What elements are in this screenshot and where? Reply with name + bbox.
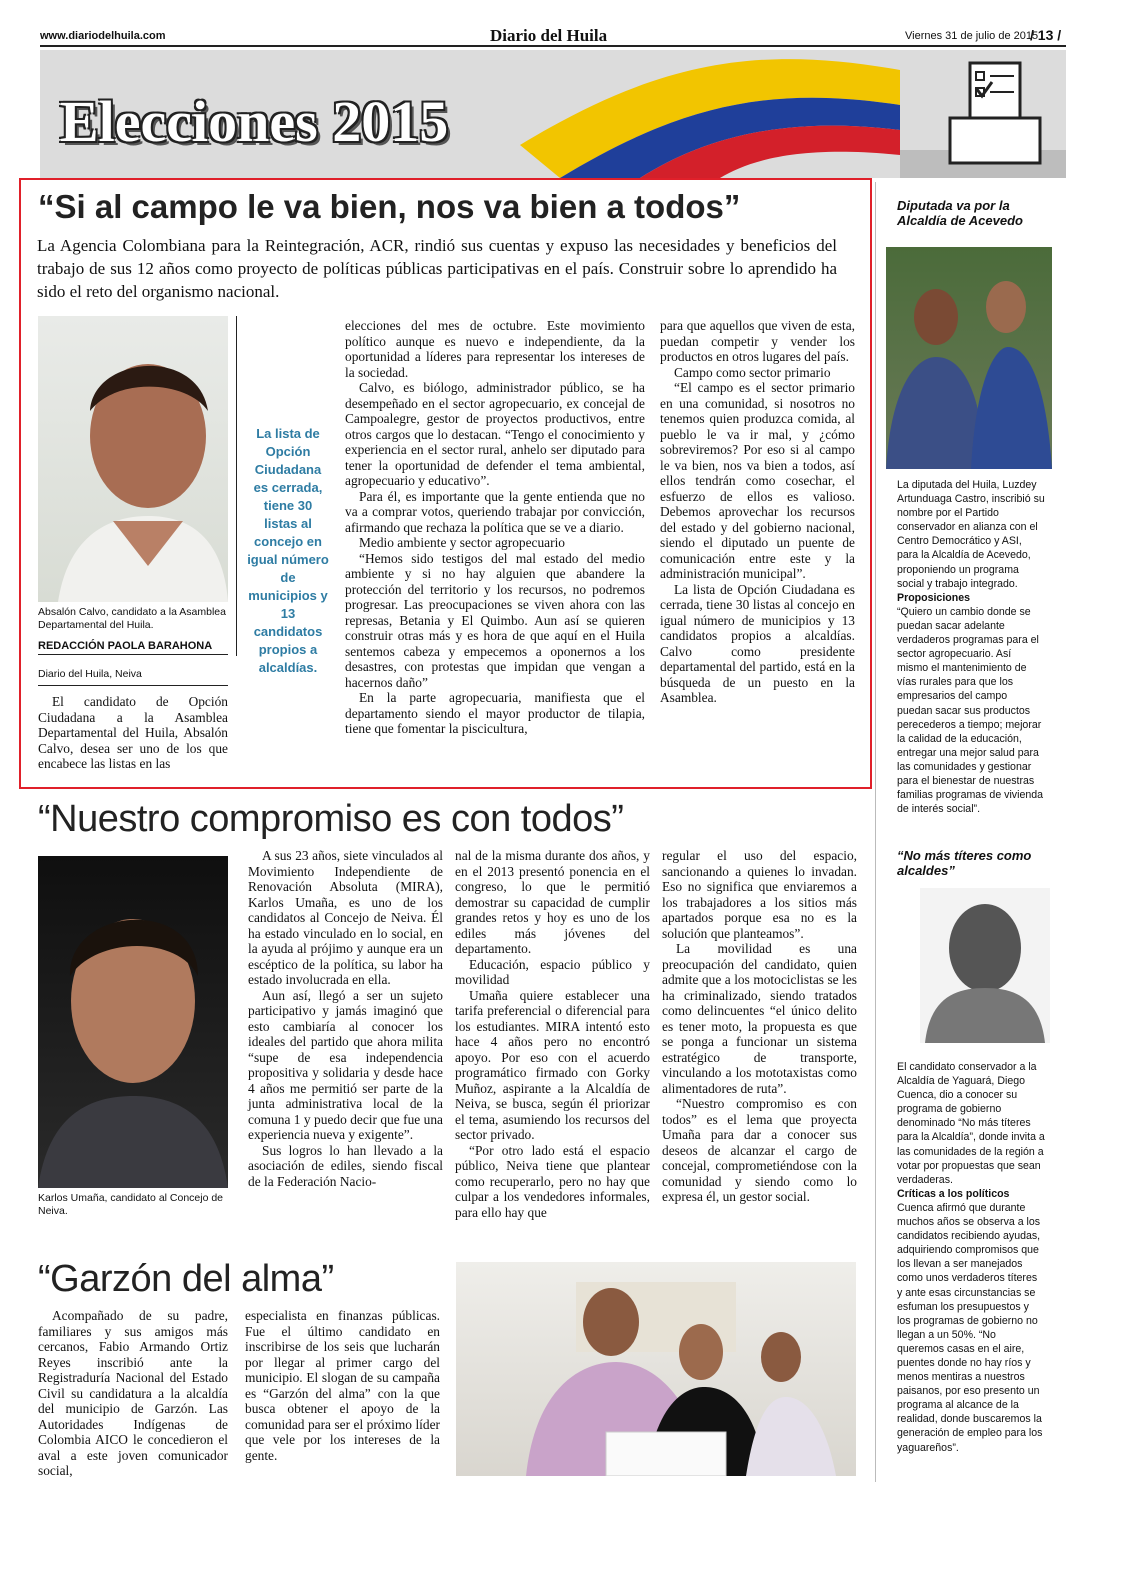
sidebar-rule (875, 182, 876, 1482)
story2-subhead: Educación, espacio público y movilidad (455, 956, 650, 987)
sidebar-subhead-2: Críticas a los políticos (897, 1187, 1010, 1200)
sidebar-text-2b: Cuenca afirmó que durante muchos años se observa a los candidatos recibiendo ayudas, adquiriendo compromisos que los llevan a ser manejados como unos verdaderos títeres y ante esas circunstancias se esfuman los presupuestos y los programas de gobierno no llegan a un 50%. “No queremos casas en el aire, puentes donde no hay ríos y menos mentiras a nuestros paisanos, por eso presento un programa al alcance de la realidad, donde buscaremos la generación de empleo para los yaguareños”. (897, 1201, 1043, 1454)
story3-col1-text: Acompañado de su padre, familiares y sus amigos más cercanos, Fabio Armando Ortiz Reyes inscribió ante la Registraduría Nacional del Estado Civil su candidatura a la alcaldía del municipio de Garzón. Las Autoridades Indígenas de Colombia AICO le concedieron el aval a este joven comunicador social, (38, 1308, 228, 1478)
story1-col3-p3: “El campo es el sector primario en una comunidad, si nosotros no tenemos quien produzca comida, al pueblo le va ir mal, y ¿cómo sobreviremos? Por eso si al campo le va bien, nos va bien a todos, así ellos tendrán como cosechar, el esfuerzo de ellos es valioso. Debemos aprovechar los recursos del estado y del gobierno nacional, siendo el diputado un puente de comunicación entre este y la administración municipal”. (660, 380, 855, 581)
story3-col2 (245, 1308, 440, 1463)
section-title: Elecciones 2015 (60, 89, 449, 154)
story1-col2 (345, 318, 645, 737)
story1-col3-p4: La lista de Opción Ciudadana es cerrada, tiene 30 listas al concejo en igual número de municipios y 13 candidatos propios a alcaldías. Calvo como presidente departamental del partido, está en la búsqueda de un puesto en la Asamblea. (660, 581, 855, 705)
story3-col2-text: especialista en finanzas públicas. Fue el último candidato en inscribirse de los seis que lucharán por llegar al primer cargo del municipio. El slogan de su campaña es “Garzón del alma” con la que busca obtener el apoyo de la comunidad para ser el próximo líder que vele por los intereses de la gente. (245, 1308, 440, 1463)
inscription-scene (456, 1262, 856, 1476)
story1-lead: La Agencia Colombiana para la Reintegración, ACR, rindió sus cuentas y expuso las necesidades y beneficios del trabajo de sus 12 años como proyecto de políticas públicas participativas en el país. Construir sobre lo aprendido ha sido el reto del organismo nacional. (37, 236, 837, 301)
story1-col2-p5: “Hemos sido testigos del mal estado del medio ambiente y si no hay alguien que abandere la protección del territorio y los recursos, no podremos progresar. Las preocupaciones se viven ahora con las represas, Betania y El Quimbo. Aun así se quieren construir otras más y es hora de que aquí en el Huila sentemos cabeza y empecemos a oponernos a los desastres, con protestas que impidan que vengan a hacernos daño” (345, 550, 645, 690)
story2-col3-p1: regular el uso del espacio, sancionando a quienes lo invadan. Eso no significa que enviaremos a los trabajadores a los sitios más apartados porque esa no es la solución que planteamos”. (662, 848, 857, 941)
issue-date: Viernes 31 de julio de 2015 (905, 30, 1039, 42)
site-url[interactable]: www.diariodelhuila.com (40, 30, 166, 42)
story1-col1 (38, 694, 228, 772)
story2-col3-p3: “Nuestro compromiso es con todos” es el lema que proyecta Umaña para dar a conocer sus deseos de alcanzar el cargo de concejal, comprometiéndose con la comunidad y siendo como lo expresa él, un gestor social. (662, 1096, 857, 1204)
story1-headline: “Si al campo le va bien, nos va bien a todos” (38, 188, 741, 225)
story3-col1 (38, 1308, 228, 1479)
campaign-crowd-scene (886, 247, 1052, 469)
story1-col2-p3: Para él, es importante que la gente entienda que no va a comprar votos, queriendo trabajar por convicción, afirmando que rechaza la política que se ve a diario. (345, 488, 645, 535)
ballot-box-icon (940, 58, 1050, 168)
story2-col2 (455, 848, 650, 1220)
story1-subhead-medio-ambiente: Medio ambiente y sector agropecuario (359, 535, 565, 550)
story2-col2-p1: nal de la misma durante dos años, y en el 2013 presentó ponencia en el congreso, lo que le permitió demostrar su capacidad de cumplir grandes retos y hoy es uno de los ediles más jóvenes del departamento. (455, 848, 650, 956)
story2-col3 (662, 848, 857, 1205)
story3-headline: “Garzón del alma” (38, 1258, 334, 1300)
sidebar-text-1b: “Quiero un cambio donde se puedan sacar adelante verdaderos programas para el sector agropecuario. Así mismo el mantenimiento de vías rurales para que los empresarios del campo puedan sacar sus productos perecederos a tiempo; mejorar la calidad de la educación, entregar una mejor salud para las comunidades y gestionar para el bienestar de nuestras familias programas de vivienda de interés social”. (897, 605, 1044, 816)
absalon-calvo-photo (38, 316, 228, 602)
story2-col2-p4: “Por otro lado está el espacio público, Neiva tiene que plantear como recuperarlo, pero no hay que culpar a los vendedores informales, para ello hay que (455, 1142, 650, 1220)
story1-col2-p1: elecciones del mes de octubre. Este movimiento político aunque es nuevo e independiente, da la oportunidad a líderes para representar los intereses de la sociedad. (345, 318, 645, 380)
sidebar-story-2 (897, 1060, 1045, 1455)
story1-subhead-campo: Campo como sector primario (674, 364, 831, 380)
story1-photo-caption: Absalón Calvo, candidato a la Asamblea Departamental del Huila. (38, 606, 226, 631)
story1-col3 (660, 318, 855, 706)
sidebar-text-1: La diputada del Huila, Luzdey Artunduaga Castro, inscribió su nombre por el Partido conservador en alianza con el Centro Democrático y ASI, para la Alcaldía de Acevedo, proponiendo un programa social y trabajo integrado. (897, 479, 1045, 590)
story1-byline: REDACCIÓN PAOLA BARAHONA (38, 640, 228, 655)
story2-col1-p2: Aun así, llegó a ser un sujeto participativo y jamás imaginó que esto cambiaría al conocer los ideales del partido que ahora milita “supe de esa independencia propositiva y solidaria y desde hace 4 años me permitió ser parte de la junta administrativa local de la comuna 1 y puedo decir que fue una experiencia nueva y exigente”. (248, 987, 443, 1142)
diego-cuenca-photo (920, 888, 1050, 1043)
story1-dateline: Diario del Huila, Neiva (38, 668, 228, 686)
story2-headline: “Nuestro compromiso es con todos” (38, 798, 624, 840)
garzon-inscription-photo (456, 1262, 856, 1476)
page-number: / 13 / (1030, 27, 1062, 43)
sidebar-story-1 (897, 478, 1045, 816)
luzdey-artunduaga-photo (886, 247, 1052, 469)
portrait-silhouette (38, 316, 228, 602)
portrait-silhouette (38, 856, 228, 1188)
header-rule (40, 45, 1066, 47)
story1-col3-p1: para que aquellos que viven de esta, puedan competir y vender los productos en otros lugares del país. (660, 318, 855, 364)
sidebar-title-2: “No más títeres como alcaldes” (897, 848, 1032, 878)
story2-col1 (248, 848, 443, 1189)
section-banner (40, 50, 1066, 178)
column-rule (236, 316, 237, 656)
story2-col1-p3: Sus logros lo han llevado a la asociación de ediles, siendo fiscal de la Federación Nacio- (248, 1142, 443, 1189)
story1-pullquote: La lista de Opción Ciudadana es cerrada, tiene 30 listas al concejo en igual número de municipios y 13 candidatos propios a alcaldías. (247, 426, 329, 675)
story1-col2-p6: En la parte agropecuaria, manifiesta que el departamento siendo el mayor productor de tilapia, tiene que fomentar la piscicultura, (345, 690, 645, 736)
sidebar-text-2: El candidato conservador a la Alcaldía de Yaguará, Diego Cuenca, dio a conocer su programa de gobierno denominado “No más títeres para la Alcaldía”, donde invita a las comunidades de la región a votar por propuestas que sean verdaderas. (897, 1061, 1045, 1186)
story2-col2-p3: Umaña quiere establecer una tarifa preferencial o diferencial para los estudiantes. MIRA intentó esto hace 4 años pero no encontró apoyo. Por eso con el acuerdo programático firmado con Gorky Muñoz, aspirante a la Alcaldía de Neiva, se busca, según él priorizar el tema, asumiendo los recursos del sector privado. (455, 987, 650, 1142)
karlos-umana-photo (38, 856, 228, 1188)
story2-col3-p2: La movilidad es una preocupación del candidato, quien admite que a los motociclistas se les ha criminalizado, siendo tratados como delincuentes “el único delito es tener moto, la propuesta es que se ponga a funcionar un sistema estratégico de transporte, vinculando a los mototaxistas como alimentadores de ruta”. (662, 941, 857, 1096)
story2-col1-p1: A sus 23 años, siete vinculados al Movimiento Independiente de Renovación Absoluta (MIRA), Karlos Umaña, es uno de los candidatos al Concejo de Neiva. Él ha estado vinculado en lo social, en la ayuda al prójimo y aunque era un escéptico de la política, su labor ha estado involucrada en ella. (248, 848, 443, 987)
portrait-silhouette (920, 888, 1050, 1043)
sidebar-title-1: Diputada va por la Alcaldía de Acevedo (897, 198, 1023, 228)
story1-col2-p2: Calvo, es biólogo, administrador público, se ha desempeñado en el sector agropecuario, ex concejal de Campoalegre, gestor de proyectos productivos, entre otros cargos que lo destacan. “Tengo el conocimiento y experiencia en el sector rural, anhelo ser diputado para tener la oportunidad de defender el tema ambiental, agropecuario y educativo”. (345, 380, 645, 488)
story1-col1-text: El candidato de Opción Ciudadana a la Asamblea Departamental del Huila, Absalón Calvo, desea ser uno de los que encabece las listas en las (38, 694, 228, 771)
story2-photo-caption: Karlos Umaña, candidato al Concejo de Neiva. (38, 1192, 224, 1217)
publication-name: Diario del Huila (490, 26, 608, 45)
sidebar-subhead-1: Proposiciones (897, 591, 970, 604)
